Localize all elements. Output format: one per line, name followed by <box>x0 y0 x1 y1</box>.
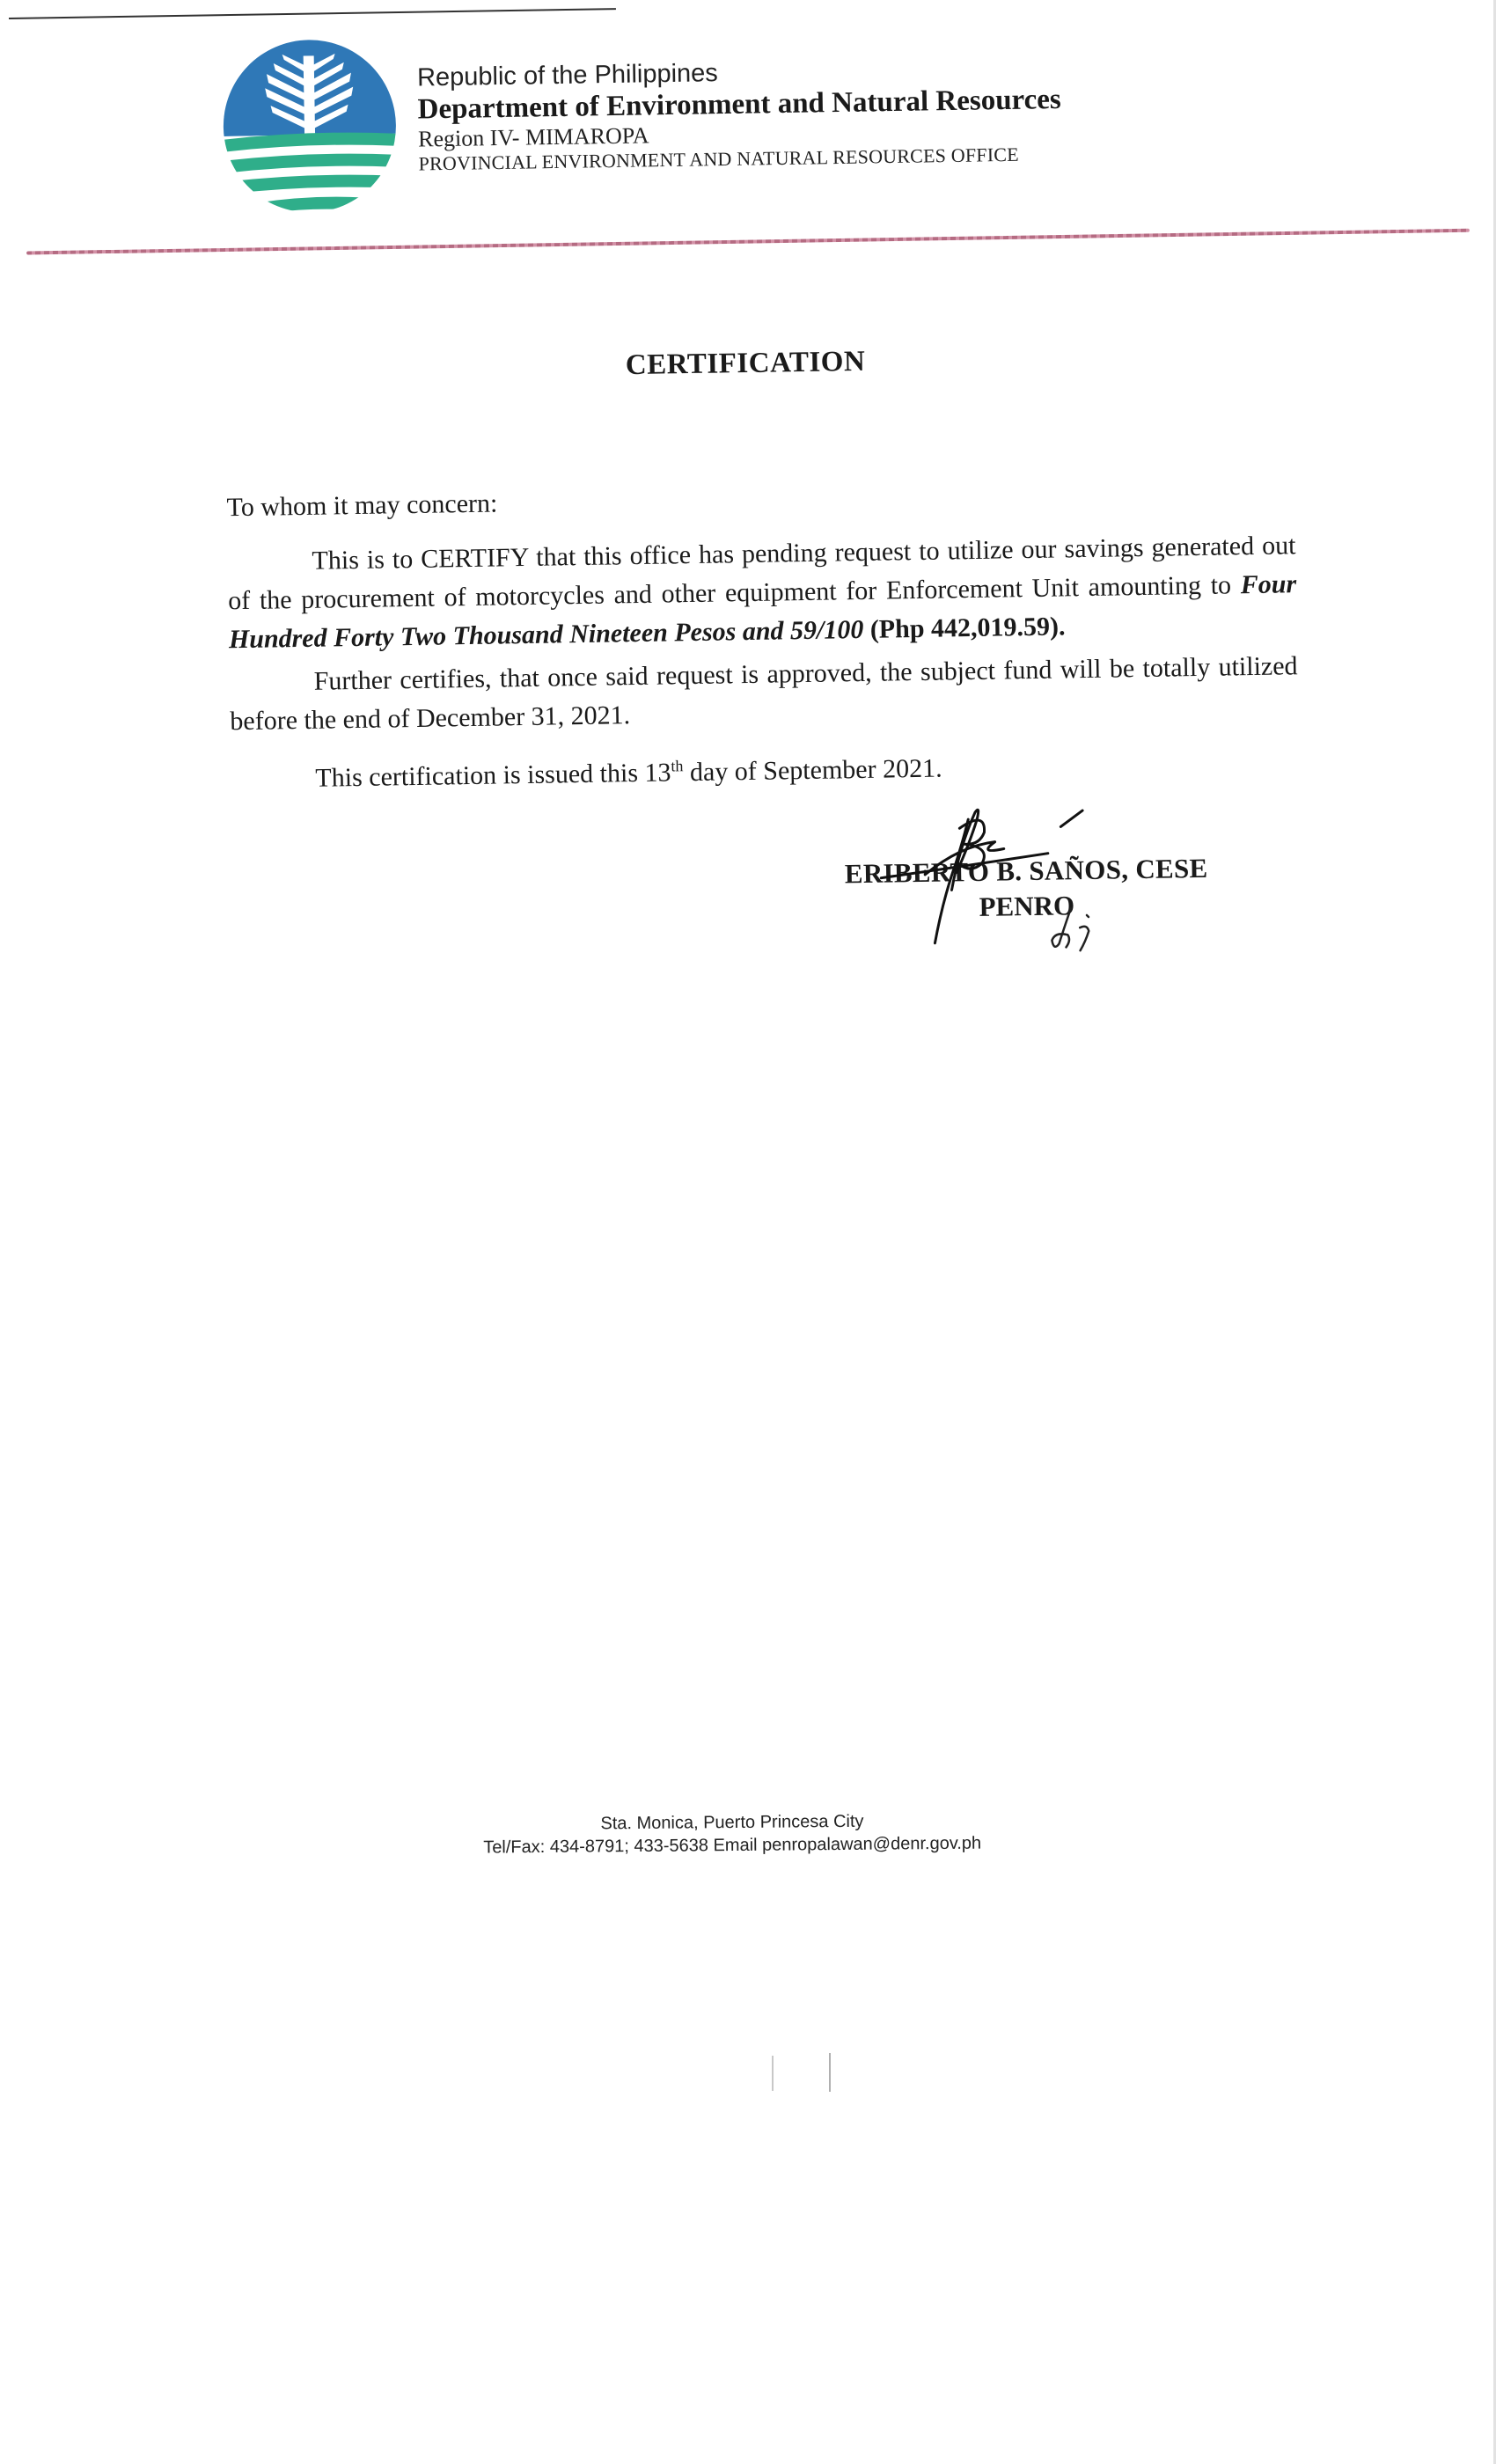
certification-body <box>0 0 1496 1067</box>
paragraph-certify <box>227 526 1297 659</box>
issued-text-before: This certification is issued this 13 <box>315 758 671 793</box>
amount-in-words: Four Hundred Forty Two Thousand Nineteen Pesos and 59/100 <box>228 569 1297 655</box>
signatory-title: PENRO <box>979 890 1075 922</box>
paragraph-further: Further certifies, that once said request is approved, the subject fund will be totally utilized before the end of December 31, 2021. <box>230 651 1298 737</box>
office-line: PROVINCIAL ENVIRONMENT AND NATURAL RESOURCES OFFICE <box>418 143 1019 175</box>
department-line: Department of Environment and Natural Resources <box>417 83 1061 126</box>
paragraph-issued <box>231 744 1300 799</box>
scan-artifact <box>772 2056 774 2091</box>
issued-text-after: day of September 2021. <box>683 753 942 788</box>
footer-contact: Tel/Fax: 434-8791; 433-5638 Email penropalawan@denr.gov.ph <box>483 1833 982 1858</box>
salutation: To whom it may concern: <box>226 488 498 523</box>
footer-address: Sta. Monica, Puerto Princesa City <box>600 1811 864 1834</box>
handwritten-initials <box>1045 901 1107 955</box>
scan-artifact <box>829 2053 831 2092</box>
region-line: Region IV- MIMAROPA <box>417 122 649 152</box>
footer <box>0 1805 1480 1864</box>
republic-line: Republic of the Philippines <box>416 59 719 92</box>
paragraph-certify-text: This is to CERTIFY that this office has pending request to utilize our savings generated out of the procurement of motorcycles and other equipment for Enforcement Unit amounting to <box>227 531 1296 616</box>
ordinal-suffix: th <box>671 757 684 775</box>
signatory-name: ERIBERTO B. SAÑOS, CESE <box>844 852 1208 890</box>
document-title: CERTIFICATION <box>625 345 866 382</box>
amount-in-figures: (Php 442,019.59). <box>869 612 1066 644</box>
